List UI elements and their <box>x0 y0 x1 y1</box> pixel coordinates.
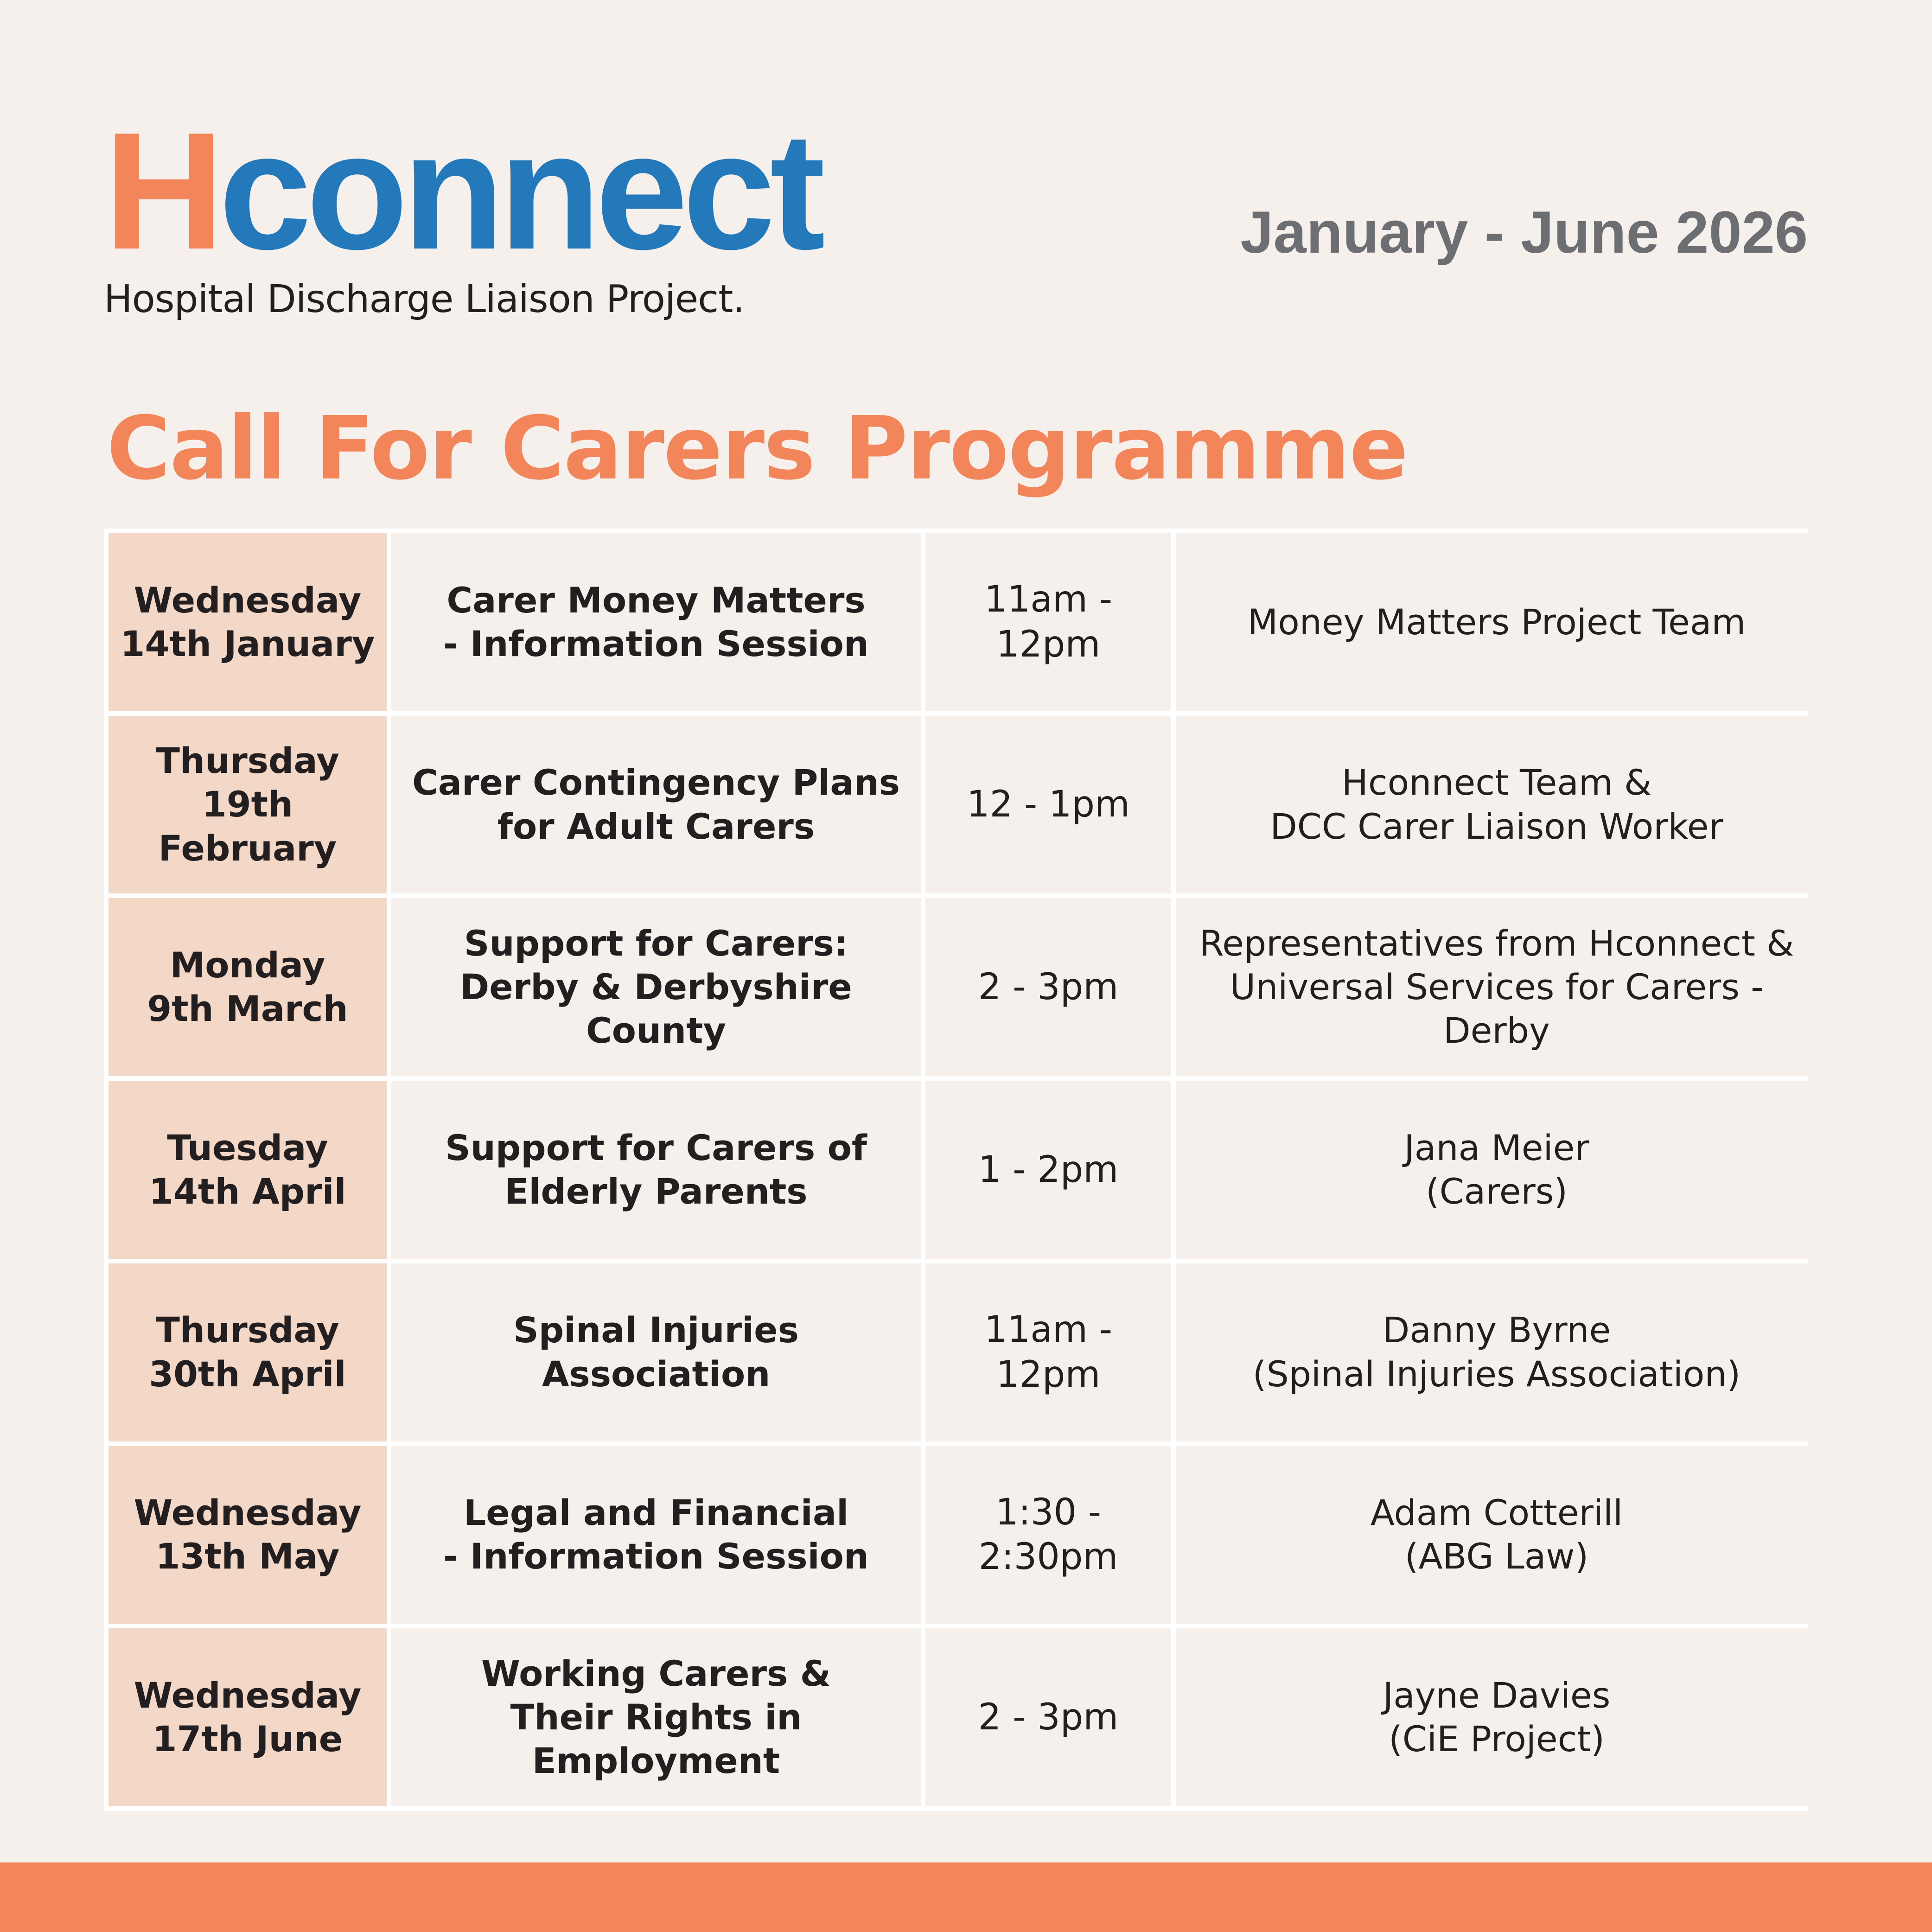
logo-tagline: Hospital Discharge Liaison Project. <box>104 277 745 321</box>
session-title: Working Carers & Their Rights in Employment <box>391 1628 921 1806</box>
session-date: Wednesday 14th January <box>108 533 387 711</box>
session-title: Support for Carers of Elderly Parents <box>391 1081 921 1259</box>
session-date: Thursday 30th April <box>108 1263 387 1441</box>
session-date: Tuesday 14th April <box>108 1081 387 1259</box>
session-presenter: Jayne Davies (CiE Project) <box>1176 1628 1817 1806</box>
hconnect-logo <box>104 98 846 321</box>
session-date: Monday 9th March <box>108 898 387 1076</box>
session-time: 11am - 12pm <box>925 533 1171 711</box>
session-time: 11am - 12pm <box>925 1263 1171 1441</box>
session-date: Thursday 19th February <box>108 716 387 894</box>
session-title: Carer Money Matters - Information Session <box>391 533 921 711</box>
session-time: 2 - 3pm <box>925 1628 1171 1806</box>
date-range: January - June 2026 <box>1240 199 1808 266</box>
session-date: Wednesday 17th June <box>108 1628 387 1806</box>
session-time: 2 - 3pm <box>925 898 1171 1076</box>
logo-wordmark-h: H <box>104 98 219 284</box>
footer-bar <box>0 1862 1932 1932</box>
session-presenter: Jana Meier (Carers) <box>1176 1081 1817 1259</box>
session-presenter: Money Matters Project Team <box>1176 533 1817 711</box>
schedule-table <box>104 529 1808 1811</box>
session-time: 12 - 1pm <box>925 716 1171 894</box>
session-presenter: Representatives from Hconnect & Universal Services for Carers - Derby <box>1176 898 1817 1076</box>
logo-wordmark <box>104 98 846 284</box>
session-title: Legal and Financial - Information Session <box>391 1446 921 1624</box>
logo-wordmark-rest: connect <box>218 98 820 284</box>
session-time: 1 - 2pm <box>925 1081 1171 1259</box>
page-title: Call For Carers Programme <box>107 398 1408 499</box>
session-time: 1:30 - 2:30pm <box>925 1446 1171 1624</box>
session-presenter: Danny Byrne (Spinal Injuries Association) <box>1176 1263 1817 1441</box>
session-title: Carer Contingency Plans for Adult Carers <box>391 716 921 894</box>
session-title: Support for Carers: Derby & Derbyshire County <box>391 898 921 1076</box>
session-presenter: Adam Cotterill (ABG Law) <box>1176 1446 1817 1624</box>
session-date: Wednesday 13th May <box>108 1446 387 1624</box>
session-title: Spinal Injuries Association <box>391 1263 921 1441</box>
session-presenter: Hconnect Team & DCC Carer Liaison Worker <box>1176 716 1817 894</box>
